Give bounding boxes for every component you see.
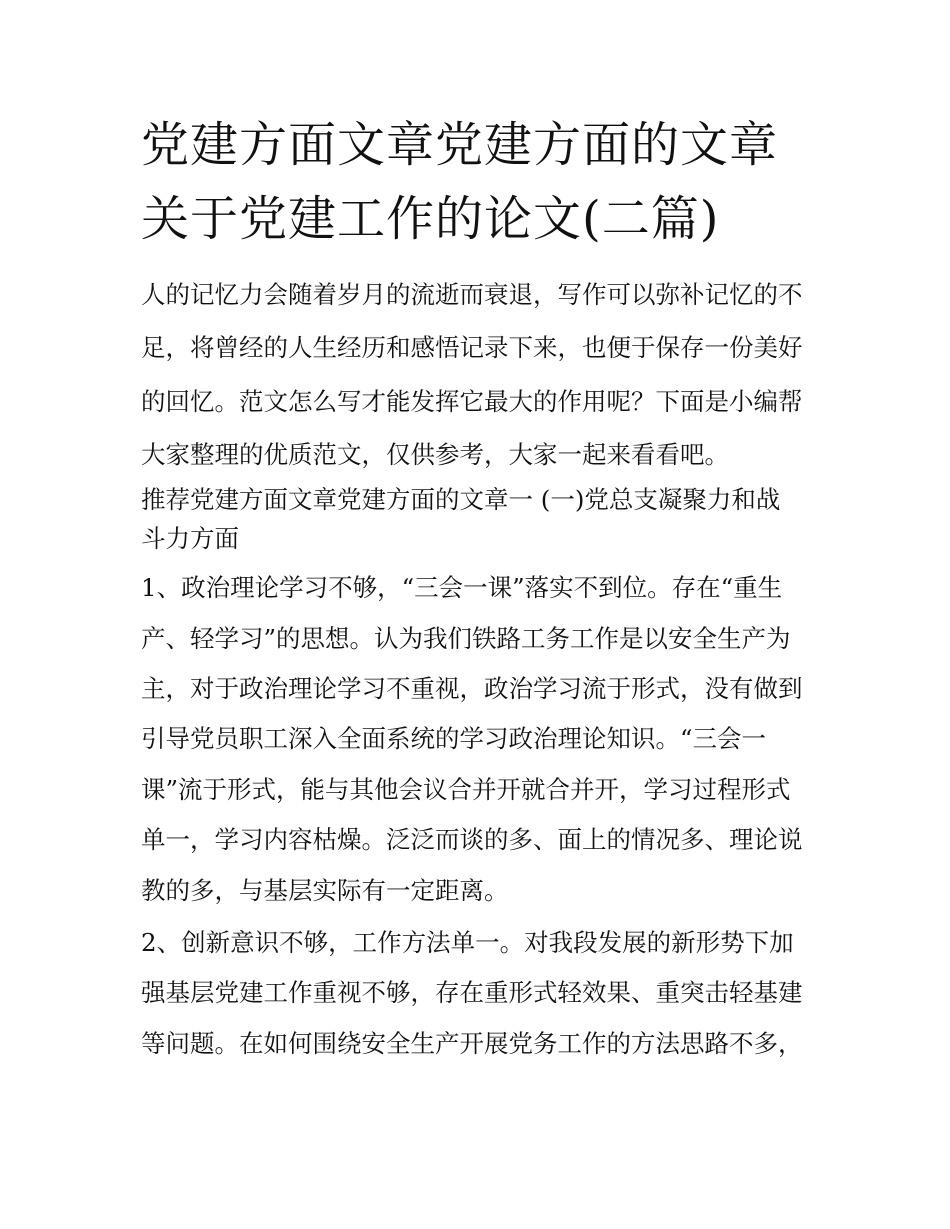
- heading-line: 斗力方面: [141, 524, 239, 554]
- paragraph-line: 产、轻学习”的思想。认为我们铁路工务工作是以安全生产为: [141, 623, 791, 653]
- paragraph-line: 课”流于形式，能与其他会议合并开就合并开，学习过程形式: [141, 774, 791, 804]
- paragraph-line: 人的记忆力会随着岁月的流逝而衰退，写作可以弥补记忆的不: [141, 280, 803, 309]
- paragraph-line: 1、政治理论学习不够，“三会一课”落实不到位。存在“重生: [141, 573, 783, 603]
- list-item-2: [141, 918, 821, 1069]
- document-body: [141, 108, 821, 1069]
- paragraph-line: 足，将曾经的人生经历和感悟记录下来，也便于保存一份美好: [141, 333, 803, 363]
- paragraph-line: 引导党员职工深入全面系统的学习政治理论知识。“三会一: [141, 724, 767, 754]
- paragraph-line: 强基层党建工作重视不够，存在重形式轻效果、重突击轻基建: [141, 978, 803, 1008]
- intro-paragraph: [141, 268, 821, 481]
- paragraph-line: 2、创新意识不够，工作方法单一。对我段发展的新形势下加: [141, 927, 794, 957]
- title-line: 关于党建工作的论文(二篇): [141, 191, 720, 247]
- section-heading: [141, 483, 821, 561]
- paragraph-line: 主，对于政治理论学习不重视，政治学习流于形式，没有做到: [141, 673, 803, 703]
- heading-line: 推荐党建方面文章党建方面的文章一 (一)党总支凝聚力和战: [141, 485, 781, 515]
- title-line: 党建方面文章党建方面的文章: [141, 117, 779, 173]
- paragraph-line: 单一，学习内容枯燥。泛泛而谈的多、面上的情况多、理论说: [141, 825, 803, 855]
- paragraph-line: 大家整理的优质范文，仅供参考，大家一起来看看吧。: [141, 439, 729, 469]
- document-title: [141, 108, 821, 256]
- paragraph-line: 的回忆。范文怎么写才能发挥它最大的作用呢？下面是小编帮: [141, 386, 803, 416]
- paragraph-line: 教的多，与基层实际有一定距离。: [141, 875, 509, 905]
- paragraph-line: 等问题。在如何围绕安全生产开展党务工作的方法思路不多，: [141, 1028, 803, 1058]
- list-item-1: [141, 563, 821, 916]
